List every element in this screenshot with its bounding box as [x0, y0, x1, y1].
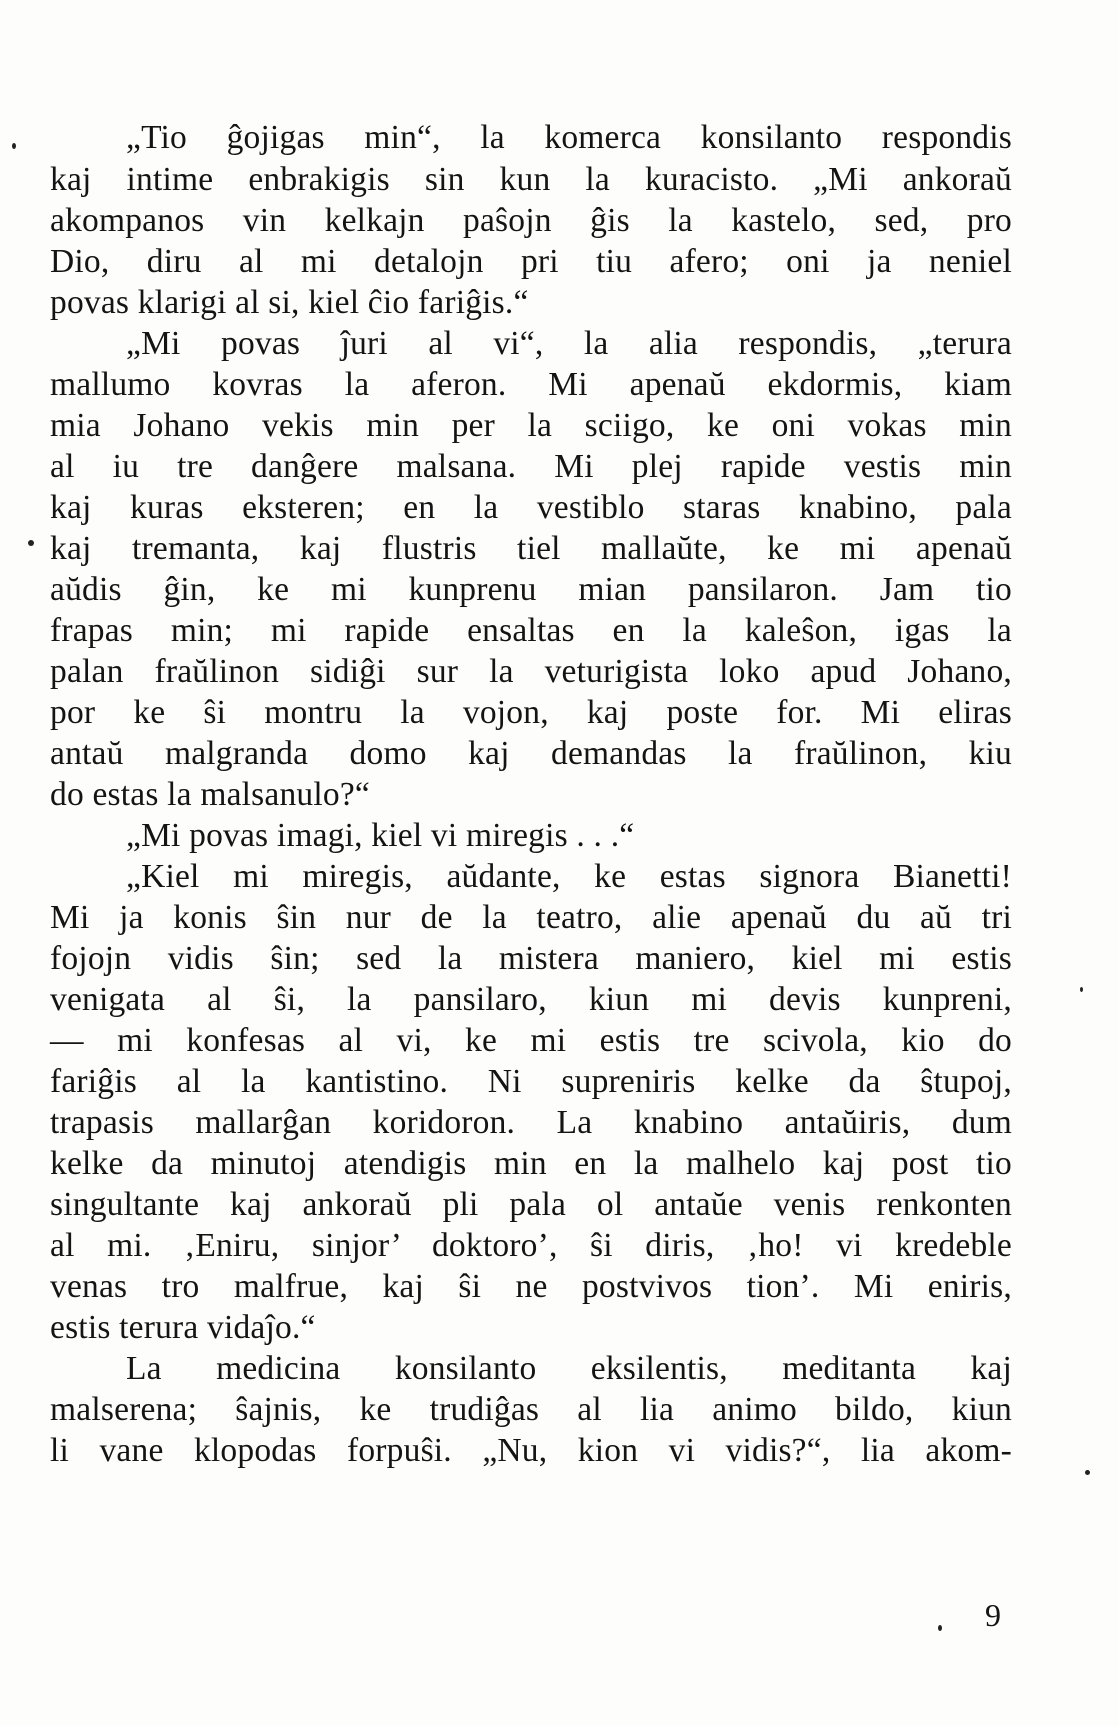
text-line: „Mi povas imagi, kiel vi miregis . . .“ [126, 817, 635, 854]
scan-speck [938, 1625, 942, 1631]
text-line: „Kiel mi miregis, aŭdante, ke estas signora Bianetti! [126, 858, 1012, 895]
text-line: venas tro malfrue, kaj ŝi ne postvivos tion’. Mi eniris, [50, 1268, 1012, 1305]
text-line: estis terura vidaĵo.“ [50, 1309, 316, 1346]
text-line: al iu tre danĝere malsana. Mi plej rapide vestis min [50, 448, 1012, 485]
text-line: kaj intime enbrakigis sin kun la kuracisto. „Mi ankoraŭ [50, 161, 1012, 198]
text-line: venigata al ŝi, la pansilaro, kiun mi devis kunpreni, [50, 981, 1012, 1018]
text-line: frapas min; mi rapide ensaltas en la kaleŝon, igas la [50, 612, 1012, 649]
text-line: al mi. ‚Eniru, sinjor’ doktoro’, ŝi diris, ‚ho! vi kredeble [50, 1227, 1012, 1264]
text-line: „Mi povas ĵuri al vi“, la alia respondis, „terura [126, 325, 1012, 362]
text-line: povas klarigi al si, kiel ĉio fariĝis.“ [50, 284, 529, 321]
text-line: por ke ŝi montru la vojon, kaj poste for. Mi eliras [50, 694, 1012, 731]
text-line: palan fraŭlinon sidiĝi sur la veturigista loko apud Johano, [50, 653, 1012, 690]
text-line: fojojn vidis ŝin; sed la mistera maniero, kiel mi estis [50, 940, 1012, 977]
scan-speck [12, 143, 16, 149]
text-line: mallumo kovras la aferon. Mi apenaŭ ekdormis, kiam [50, 366, 1012, 403]
text-line: fariĝis al la kantistino. Ni supreniris kelke da ŝtupoj, [50, 1063, 1012, 1100]
text-line: La medicina konsilanto eksilentis, meditanta kaj [126, 1350, 1012, 1387]
page-number: 9 [985, 1597, 1001, 1633]
text-line: akompanos vin kelkajn paŝojn ĝis la kastelo, sed, pro [50, 202, 1012, 239]
scan-speck [1085, 1470, 1090, 1475]
text-line: li vane klopodas forpuŝi. „Nu, kion vi vidis?“, lia akom- [50, 1432, 1012, 1469]
text-line: — mi konfesas al vi, ke mi estis tre scivola, kio do [50, 1022, 1012, 1059]
text-line: kelke da minutoj atendigis min en la malhelo kaj post tio [50, 1145, 1012, 1182]
text-line: mia Johano vekis min per la sciigo, ke oni vokas min [50, 407, 1012, 444]
text-line: malserena; ŝajnis, ke trudiĝas al lia animo bildo, kiun [50, 1391, 1012, 1428]
scan-speck [1080, 987, 1083, 992]
text-line: trapasis mallarĝan koridoron. La knabino antaŭiris, dum [50, 1104, 1012, 1141]
text-line: antaŭ malgranda domo kaj demandas la fraŭlinon, kiu [50, 735, 1012, 772]
scan-speck [28, 540, 34, 546]
text-line: kaj kuras eksteren; en la vestiblo staras knabino, pala [50, 489, 1012, 526]
text-line: singultante kaj ankoraŭ pli pala ol antaŭe venis renkonten [50, 1186, 1012, 1223]
text-line: Dio, diru al mi detalojn pri tiu afero; oni ja neniel [50, 243, 1012, 280]
text-line: aŭdis ĝin, ke mi kunprenu mian pansilaron. Jam tio [50, 571, 1012, 608]
text-line: Mi ja konis ŝin nur de la teatro, alie apenaŭ du aŭ tri [50, 899, 1012, 936]
text-line: kaj tremanta, kaj flustris tiel mallaŭte, ke mi apenaŭ [50, 530, 1012, 567]
text-line: do estas la malsanulo?“ [50, 776, 370, 813]
text-line: „Tio ĝojigas min“, la komerca konsilanto respondis [126, 119, 1012, 156]
